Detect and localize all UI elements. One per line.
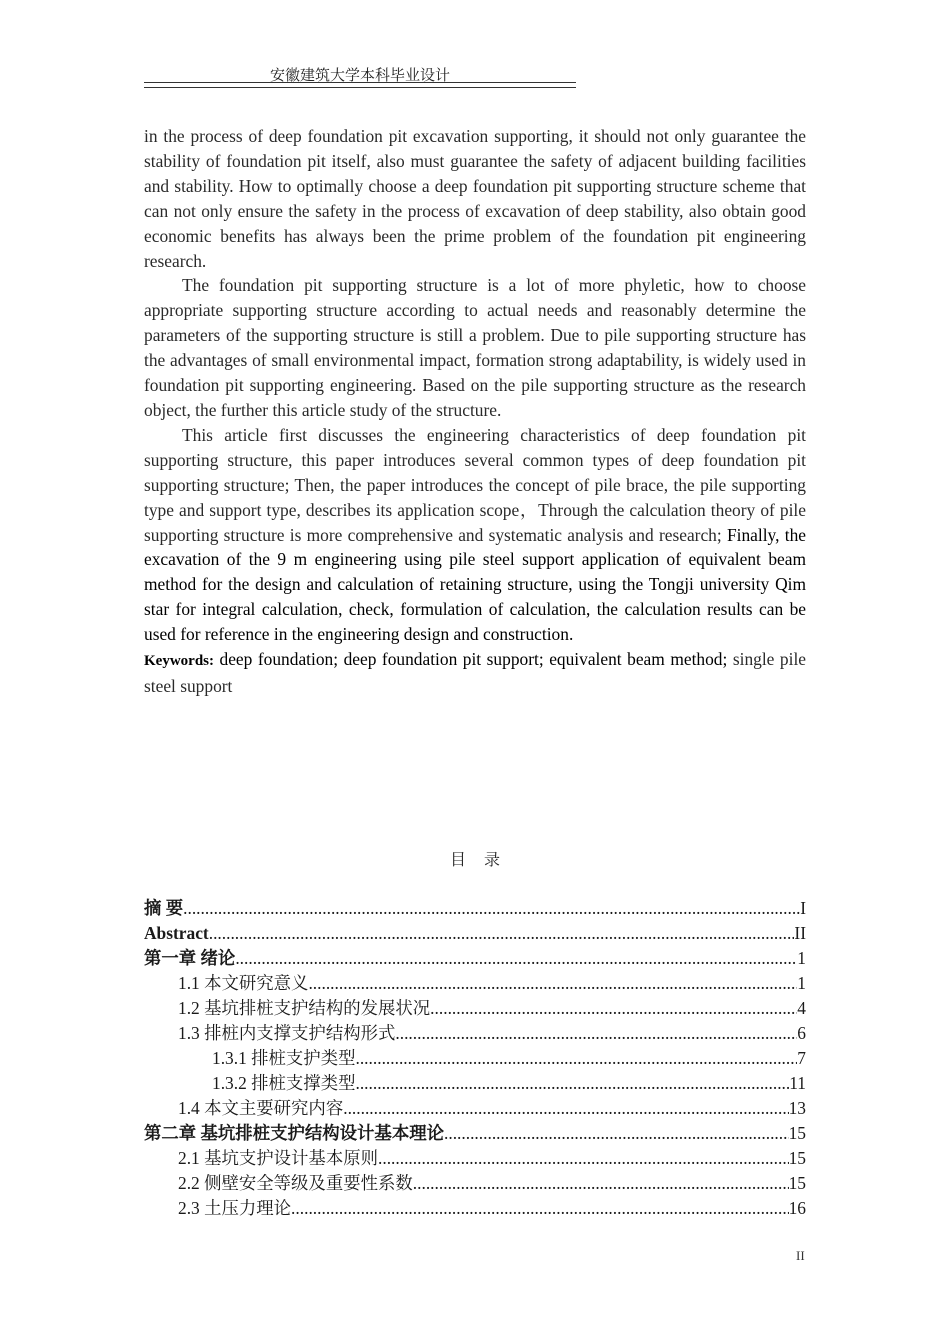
toc-entry-label: 摘 要 <box>144 898 184 918</box>
abstract-paragraph-3-part-2: Finally, the excavation of the 9 m engineering using pile steel support application of equivalent beam method for the design and calculation of retaining structure, using the Tongji university Qim star for integral calculation, check, formulation of calculation, the calculation results can be used for reference in the engineering design and construction. <box>144 524 806 645</box>
toc-entry-label: Abstract <box>144 923 209 943</box>
toc-entry-page: 15 <box>788 1123 806 1143</box>
toc-entry-page: 1 <box>797 973 806 993</box>
toc-entry[interactable] <box>144 1071 806 1096</box>
table-of-contents <box>144 896 806 1221</box>
toc-entry-label: 1.3 排桩内支撑支护结构形式 <box>178 1023 396 1043</box>
toc-entry[interactable] <box>144 946 806 971</box>
toc-entry-page: 15 <box>788 1173 806 1193</box>
toc-entry[interactable] <box>144 1171 806 1196</box>
keywords-text-2: single pile steel support <box>144 649 806 696</box>
toc-entry[interactable] <box>144 896 806 921</box>
toc-entry-label: 1.3.2 排桩支撑类型 <box>212 1073 356 1093</box>
toc-leader-dots <box>430 996 797 1021</box>
toc-entry-page: 16 <box>788 1198 806 1218</box>
toc-leader-dots <box>355 1071 789 1096</box>
toc-entry-label: 2.3 土压力理论 <box>178 1198 292 1218</box>
toc-leader-dots <box>444 1121 789 1146</box>
toc-entry-page: 13 <box>788 1098 806 1118</box>
toc-entry-label: 2.1 基坑支护设计基本原则 <box>178 1148 378 1168</box>
toc-entry-label: 1.4 本文主要研究内容 <box>178 1098 344 1118</box>
running-header: 安徽建筑大学本科毕业设计 <box>269 68 450 84</box>
toc-entry[interactable] <box>144 1121 806 1146</box>
toc-entry-label: 1.1 本文研究意义 <box>178 973 309 993</box>
toc-entry[interactable] <box>144 1096 806 1121</box>
abstract-paragraph-3 <box>144 423 806 647</box>
keywords-text-1: deep foundation; deep foundation pit support; equivalent beam method; <box>214 649 728 670</box>
toc-leader-dots <box>343 1096 788 1121</box>
abstract-paragraph-1: in the process of deep foundation pit excavation supporting, it should not only guarantee the stability of foundation pit itself, also must guarantee the safety of adjacent building facilities and stability. How to optimally choose a deep foundation pit supporting structure scheme that can not only ensure the safety in the process of excavation of deep stability, also obtain good economic benefits has always been the prime problem of the foundation pit engineering research. <box>144 126 806 271</box>
toc-entry[interactable] <box>144 996 806 1021</box>
toc-leader-dots <box>209 921 795 946</box>
toc-leader-dots <box>413 1171 789 1196</box>
abstract-paragraph-3-part-1: This article first discusses the engineering characteristics of deep foundation pit supporting structure, this paper introduces several common types of deep foundation pit supporting structure; Then, the paper introduces the concept of pile brace, the pile supporting type and support type, describes its application scope，Through the calculation theory of pile supporting structure is more comprehensive and systematic analysis and research; <box>144 424 806 545</box>
toc-title: 目录 <box>449 852 518 869</box>
toc-entry-label: 1.2 基坑排桩支护结构的发展状况 <box>178 998 431 1018</box>
toc-leader-dots <box>235 946 797 971</box>
toc-leader-dots <box>308 971 797 996</box>
toc-entry[interactable] <box>144 1196 806 1221</box>
toc-entry[interactable] <box>144 1046 806 1071</box>
toc-entry-page: 7 <box>797 1048 806 1068</box>
toc-entry-page: II <box>794 923 806 943</box>
toc-entry-label: 第一章 绪论 <box>144 948 236 968</box>
abstract-body <box>144 124 806 699</box>
keywords-label: Keywords: <box>144 653 214 670</box>
keywords-line <box>144 647 806 699</box>
toc-leader-dots <box>183 896 800 921</box>
toc-leader-dots <box>395 1021 797 1046</box>
toc-leader-dots <box>378 1146 789 1171</box>
toc-entry-page: I <box>800 898 806 918</box>
toc-entry-label: 2.2 侧壁安全等级及重要性系数 <box>178 1173 413 1193</box>
toc-entry[interactable] <box>144 1021 806 1046</box>
page-number: II <box>796 1248 805 1263</box>
toc-leader-dots <box>291 1196 789 1221</box>
toc-entry[interactable] <box>144 971 806 996</box>
toc-entry-page: 11 <box>789 1073 806 1093</box>
abstract-paragraph-2: The foundation pit supporting structure is a lot of more phyletic, how to choose appropriate supporting structure according to actual needs and reasonably determine the parameters of the supporting structure is still a problem. Due to pile supporting structure has the advantages of small environmental impact, formation strong adaptability, is widely used in foundation pit supporting engineering. Based on the pile supporting structure as the research object, the further this article study of the structure. <box>144 275 806 420</box>
header-rule <box>144 82 576 88</box>
toc-entry-label: 1.3.1 排桩支护类型 <box>212 1048 356 1068</box>
toc-entry[interactable] <box>144 1146 806 1171</box>
toc-entry-page: 15 <box>788 1148 806 1168</box>
toc-entry-page: 6 <box>797 1023 806 1043</box>
toc-entry-page: 4 <box>797 998 806 1018</box>
toc-entry[interactable] <box>144 921 806 946</box>
toc-entry-page: 1 <box>797 948 806 968</box>
toc-entry-label: 第二章 基坑排桩支护结构设计基本理论 <box>144 1123 444 1143</box>
toc-leader-dots <box>355 1046 797 1071</box>
